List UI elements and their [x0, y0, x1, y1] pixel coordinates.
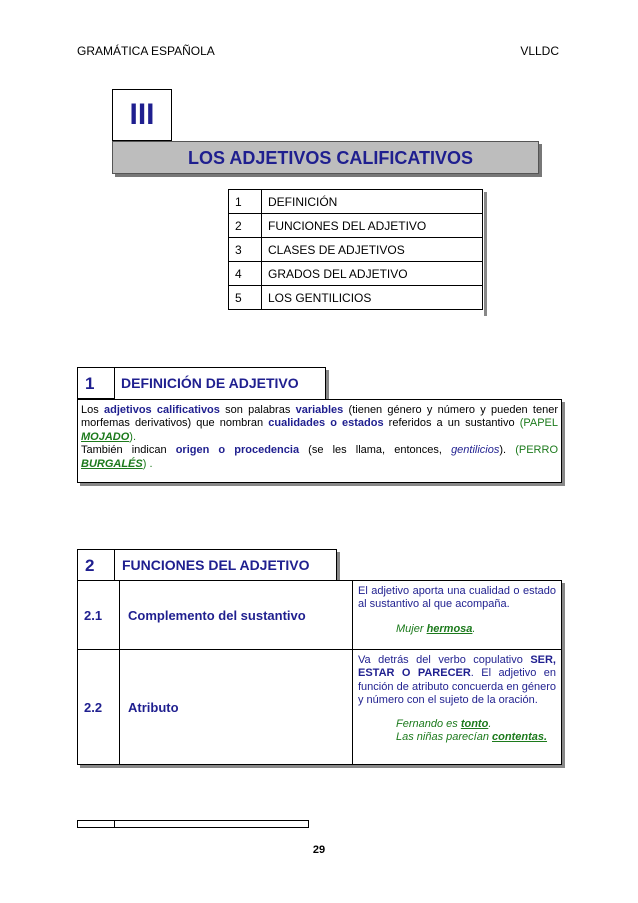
term-adjetivos: adjetivos calificativos	[103, 404, 220, 416]
function-number: 2.1	[78, 581, 120, 650]
function-description	[353, 650, 562, 765]
text-span: referidos a un sustantivo	[383, 417, 520, 430]
toc-label: CLASES DE ADJETIVOS	[262, 238, 483, 262]
definition-shadow-bottom	[80, 483, 565, 486]
section2-title: FUNCIONES DEL ADJETIVO	[122, 557, 310, 573]
text-span: (tienen género y número y pueden tener morfemas derivativos) que nombran	[81, 404, 558, 430]
functions-shadow-bottom	[80, 765, 565, 768]
example-line	[358, 623, 556, 636]
section2-number-box	[77, 549, 115, 581]
toc-label: LOS GENTILICIOS	[262, 286, 483, 310]
function-description	[353, 581, 562, 650]
section2-shadow	[337, 552, 340, 581]
definition-shadow	[562, 402, 565, 486]
toc-num: 1	[229, 190, 262, 214]
example-text: (PERRO	[515, 444, 558, 457]
term-gentilicios: gentilicios	[451, 444, 500, 457]
text-span: (se les llama, entonces,	[299, 444, 452, 457]
section1-number-box	[77, 367, 115, 399]
functions-table	[77, 580, 562, 765]
term-variables: variables	[295, 404, 344, 416]
example-text: .	[472, 622, 476, 635]
functions-shadow	[562, 583, 565, 768]
example-adjective: hermosa	[426, 622, 473, 635]
description-text: El adjetivo aporta una cualidad o estado al sustantivo al que acompaña.	[358, 585, 556, 611]
example-adjective: tonto	[460, 717, 489, 730]
chapter-number: III	[112, 89, 172, 141]
example-text: (PAPEL	[519, 417, 558, 430]
definition-box	[77, 399, 562, 483]
toc-label: DEFINICIÓN	[262, 190, 483, 214]
example-text: Las niñas parecían	[396, 731, 493, 744]
origin-paragraph	[81, 444, 558, 471]
function-row	[78, 581, 562, 650]
toc-num: 5	[229, 286, 262, 310]
empty-box-right	[114, 820, 309, 828]
function-name: Atributo	[120, 650, 353, 765]
text-span: son palabras	[219, 404, 296, 416]
term-cualidades: cualidades o estados	[268, 417, 384, 430]
text-span: . El adjetivo en función de atributo concuerda en género y número con el sujeto de la oración.	[358, 667, 556, 707]
section2-title-box	[114, 549, 337, 581]
toc-table	[228, 189, 483, 310]
example-text: ) .	[142, 457, 153, 470]
toc-num: 3	[229, 238, 262, 262]
example-adjective: BURGALÉS	[81, 457, 143, 470]
section1-title: DEFINICIÓN DE ADJETIVO	[121, 375, 299, 391]
toc-row	[229, 286, 483, 310]
text-span: Los	[81, 404, 104, 416]
text-span: ).	[499, 444, 516, 457]
section1-shadow	[326, 370, 329, 399]
example-text: .	[488, 717, 492, 730]
example-adjective: contentas.	[492, 731, 548, 744]
function-row	[78, 650, 562, 765]
toc-label: GRADOS DEL ADJETIVO	[262, 262, 483, 286]
example-adjective: MOJADO	[81, 430, 130, 443]
toc-row	[229, 262, 483, 286]
example-text: ).	[129, 430, 137, 443]
description-text	[358, 654, 556, 708]
header-left: GRAMÁTICA ESPAÑOLA	[77, 44, 215, 58]
section2-number: 2	[85, 556, 95, 575]
text-span: Va detrás del verbo copulativo	[358, 654, 531, 666]
chapter-title: LOS ADJETIVOS CALIFICATIVOS	[112, 141, 539, 174]
example-line	[358, 718, 556, 731]
toc-num: 2	[229, 214, 262, 238]
definition-paragraph	[81, 404, 558, 444]
toc-row	[229, 238, 483, 262]
example-line	[358, 731, 556, 744]
page-number: 29	[312, 844, 326, 856]
empty-box-left	[77, 820, 115, 828]
example-text: Fernando es	[396, 717, 461, 730]
example-text: Mujer	[396, 622, 427, 635]
term-origen: origen o procedencia	[175, 444, 300, 457]
function-name: Complemento del sustantivo	[120, 581, 353, 650]
section1-title-box	[114, 367, 326, 399]
section1-number: 1	[85, 374, 95, 393]
toc-row	[229, 214, 483, 238]
header-right: VLLDC	[520, 44, 559, 58]
toc-shadow	[484, 192, 487, 316]
copulative-verbs: SER, ESTAR O PARECER	[358, 654, 556, 680]
toc-row	[229, 190, 483, 214]
toc-num: 4	[229, 262, 262, 286]
function-number: 2.2	[78, 650, 120, 765]
text-span: También indican	[81, 444, 176, 457]
toc-label: FUNCIONES DEL ADJETIVO	[262, 214, 483, 238]
